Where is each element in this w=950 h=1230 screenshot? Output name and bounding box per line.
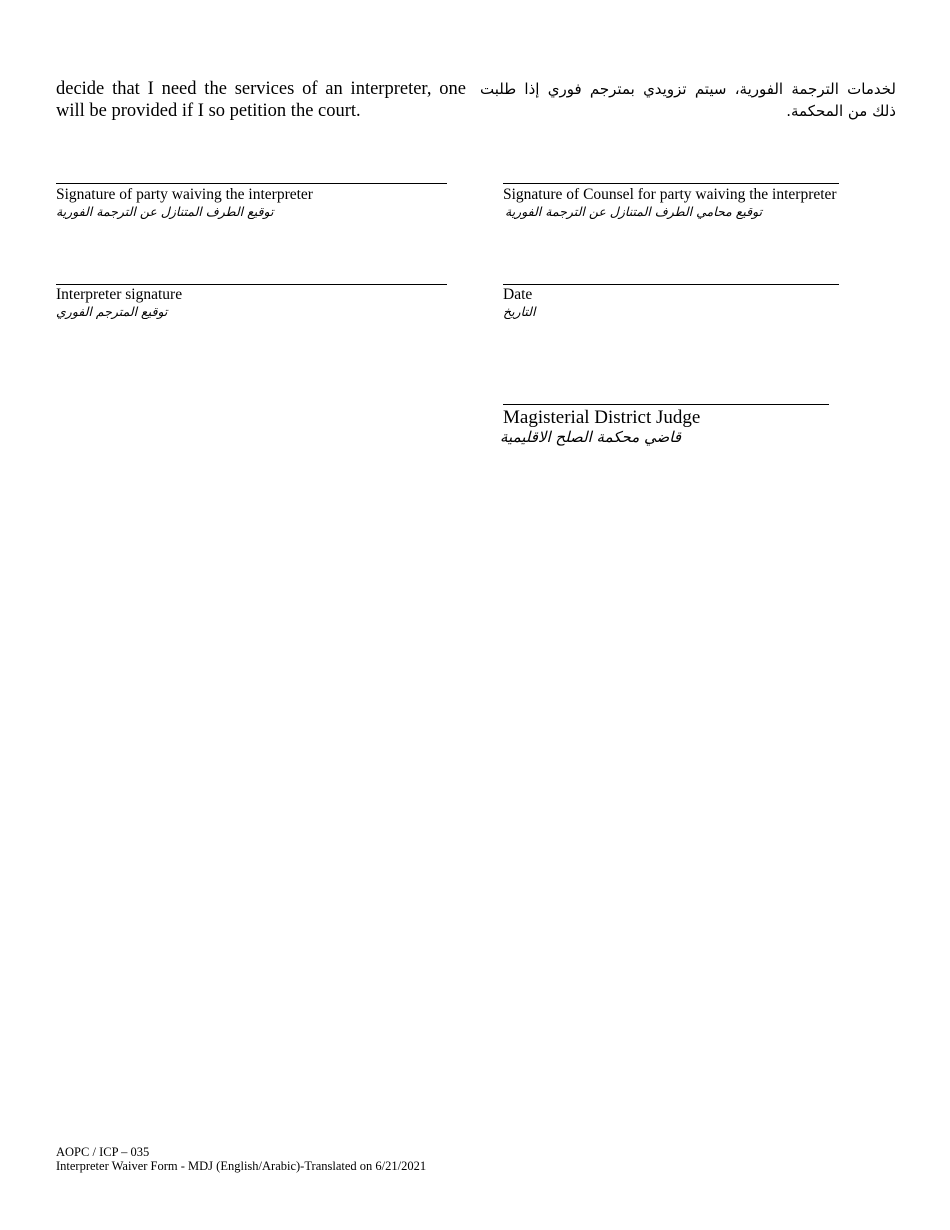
counsel-signature-label-arabic: توقيع محامي الطرف المتنازل عن الترجمة الفورية (505, 204, 763, 219)
party-signature-line[interactable] (56, 183, 447, 184)
interpreter-signature-label: Interpreter signature (56, 286, 183, 303)
judge-label-arabic: قاضي محكمة الصلح الاقليمية (500, 428, 682, 446)
party-signature-label-arabic: توقيع الطرف المتنازل عن الترجمة الفورية (56, 204, 274, 219)
date-line[interactable] (503, 284, 839, 285)
judge-signature-line[interactable] (503, 404, 829, 405)
interpreter-signature-line[interactable] (56, 284, 447, 285)
counsel-signature-line[interactable] (503, 183, 839, 184)
date-label-arabic: التاريخ (503, 304, 536, 319)
judge-label: Magisterial District Judge (503, 407, 701, 428)
form-code: AOPC / ICP – 035 (56, 1145, 150, 1159)
party-signature-label: Signature of party waiving the interpreter (56, 186, 313, 203)
form-title: Interpreter Waiver Form - MDJ (English/Arabic)-Translated on 6/21/2021 (56, 1159, 427, 1173)
counsel-signature-label: Signature of Counsel for party waiving the interpreter (503, 186, 837, 203)
intro-text-english: decide that I need the services of an interpreter, one will be provided if I so petition the court. (56, 79, 466, 121)
intro-text-arabic: لخدمات الترجمة الفورية، سيتم تزويدي بمترجم فوري إذا طلبت ذلك من المحكمة. (480, 80, 896, 120)
interpreter-signature-label-arabic: توقيع المترجم الفوري (56, 304, 168, 319)
date-label: Date (503, 286, 533, 303)
